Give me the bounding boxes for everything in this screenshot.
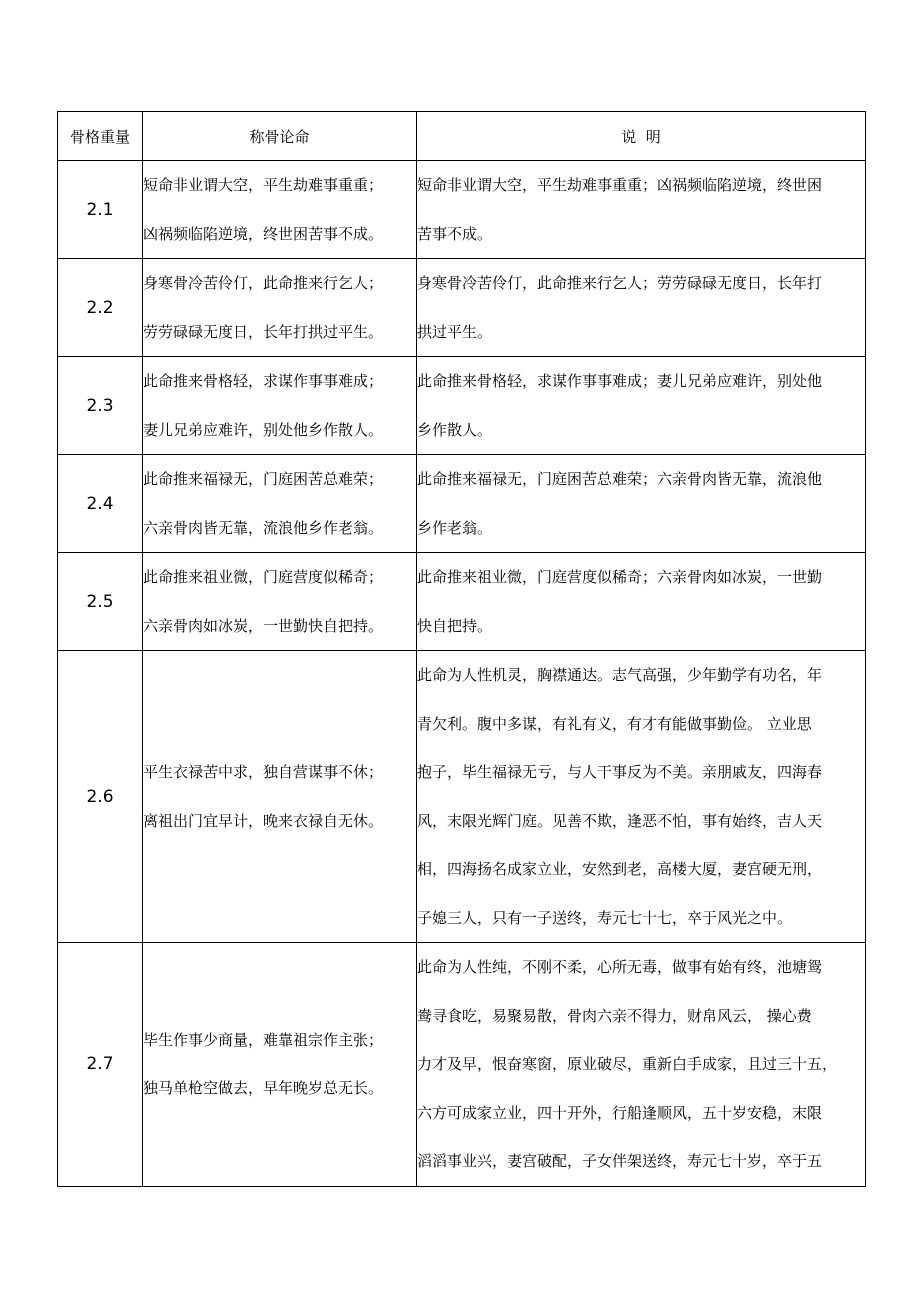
- explain-line: 乡作老翁。: [417, 518, 493, 537]
- explain-line: 相，四海扬名成家立业，安然到老，高楼大厦，妻宫硬无刑，: [417, 860, 823, 878]
- explain-line: 此命为人性机灵，胸襟通达。志气高强，少年勤学有功名，年: [417, 666, 823, 684]
- verse-cell: [143, 651, 417, 943]
- explain-line: 子媳三人，只有一子送终，寿元七十七，卒于风光之中。: [417, 908, 793, 927]
- table-row: [58, 651, 866, 943]
- explain-cell: [417, 553, 866, 651]
- explain-cell: [417, 259, 866, 357]
- explain-line: 此命推来祖业微，门庭营度似稀奇；六亲骨肉如冰炭，一世勤: [417, 568, 823, 586]
- table-row: [58, 161, 866, 259]
- weight-cell: 2.2: [58, 259, 143, 357]
- explain-line: 短命非业谓大空，平生劫难事重重；凶祸频临陷逆境，终世困: [417, 176, 823, 194]
- weight-cell: 2.3: [58, 357, 143, 455]
- explain-line: 风，末限光辉门庭。见善不欺，逢恶不怕，事有始终，吉人天: [417, 811, 823, 830]
- weight-cell: 2.4: [58, 455, 143, 553]
- verse-line: 独马单枪空做去，早年晚岁总无长。: [143, 1079, 384, 1098]
- explain-line: 此命推来骨格轻，求谋作事事难成；妻儿兄弟应难许，别处他: [417, 372, 823, 390]
- explain-line: 拱过平生。: [417, 322, 493, 341]
- explain-cell: [417, 651, 866, 943]
- explain-line: 此命推来福禄无，门庭困苦总难荣；六亲骨肉皆无靠，流浪他: [417, 470, 823, 488]
- verse-line: 毕生作事少商量，难靠祖宗作主张；: [143, 1030, 384, 1049]
- explain-cell: [417, 455, 866, 553]
- verse-line: 离祖出门宜早计，晚来衣禄自无休。: [143, 811, 384, 830]
- explain-line: 此命为人性纯，不刚不柔，心所无毒，做事有始有终，池塘鸳: [417, 958, 823, 976]
- explain-line: 青欠利。腹中多谋，有礼有义，有才有能做事勤俭。 立业思: [417, 714, 812, 733]
- header-explain: 说 明: [417, 112, 866, 161]
- header-weight: 骨格重量: [58, 112, 143, 161]
- verse-line: 劳劳碌碌无度日，长年打拱过平生。: [143, 322, 384, 341]
- explain-line: 六方可成家立业，四十开外，行船逢顺风，五十岁安稳，末限: [417, 1103, 823, 1122]
- weight-cell: 2.7: [58, 943, 143, 1187]
- table-row: [58, 553, 866, 651]
- explain-cell: [417, 357, 866, 455]
- weight-cell: 2.1: [58, 161, 143, 259]
- verse-cell: [143, 553, 417, 651]
- verse-cell: [143, 455, 417, 553]
- verse-cell: [143, 943, 417, 1187]
- explain-cell: [417, 943, 866, 1187]
- table-row: [58, 357, 866, 455]
- weight-cell: 2.5: [58, 553, 143, 651]
- bone-weight-table: [57, 111, 866, 1187]
- verse-line: 六亲骨肉如冰炭，一世勤快自把持。: [143, 616, 384, 635]
- verse-cell: [143, 259, 417, 357]
- explain-line: 身寒骨冷苦伶仃，此命推来行乞人；劳劳碌碌无度日，长年打: [417, 274, 823, 292]
- verse-line: 短命非业谓大空，平生劫难事重重；: [143, 176, 384, 194]
- verse-line: 平生衣禄苦中求，独自营谋事不休；: [143, 763, 384, 781]
- explain-cell: [417, 161, 866, 259]
- header-verse: 称骨论命: [143, 112, 417, 161]
- table-row: [58, 455, 866, 553]
- verse-line: 此命推来福禄无，门庭困苦总难荣；: [143, 470, 384, 488]
- explain-line: 力才及早，恨奋寒窗，原业破尽，重新白手成家，且过三十五，: [417, 1055, 838, 1073]
- explain-line: 乡作散人。: [417, 420, 493, 439]
- table-header-row: [58, 112, 866, 161]
- verse-line: 六亲骨肉皆无靠，流浪他乡作老翁。: [143, 518, 384, 537]
- explain-line: 苦事不成。: [417, 224, 493, 243]
- explain-line: 快自把持。: [417, 616, 493, 635]
- explain-line: 滔滔事业兴，妻宫破配，子女伴架送终，寿元七十岁，卒于五: [417, 1152, 823, 1170]
- verse-cell: [143, 357, 417, 455]
- verse-line: 妻儿兄弟应难许，别处他乡作散人。: [143, 420, 384, 439]
- verse-line: 此命推来祖业微，门庭营度似稀奇；: [143, 568, 384, 586]
- weight-cell: 2.6: [58, 651, 143, 943]
- verse-line: 身寒骨冷苦伶仃，此命推来行乞人；: [143, 274, 384, 292]
- verse-line: 此命推来骨格轻，求谋作事事难成；: [143, 372, 384, 390]
- verse-cell: [143, 161, 417, 259]
- explain-line: 抱子，毕生福禄无亏，与人干事反为不美。亲朋戚友，四海春: [417, 763, 823, 781]
- explain-line: 鸯寻食吃，易聚易散，骨肉六亲不得力，财帛风云， 操心费: [417, 1006, 812, 1025]
- table-row: [58, 259, 866, 357]
- table-row: [58, 943, 866, 1187]
- verse-line: 凶祸频临陷逆境，终世困苦事不成。: [143, 224, 384, 243]
